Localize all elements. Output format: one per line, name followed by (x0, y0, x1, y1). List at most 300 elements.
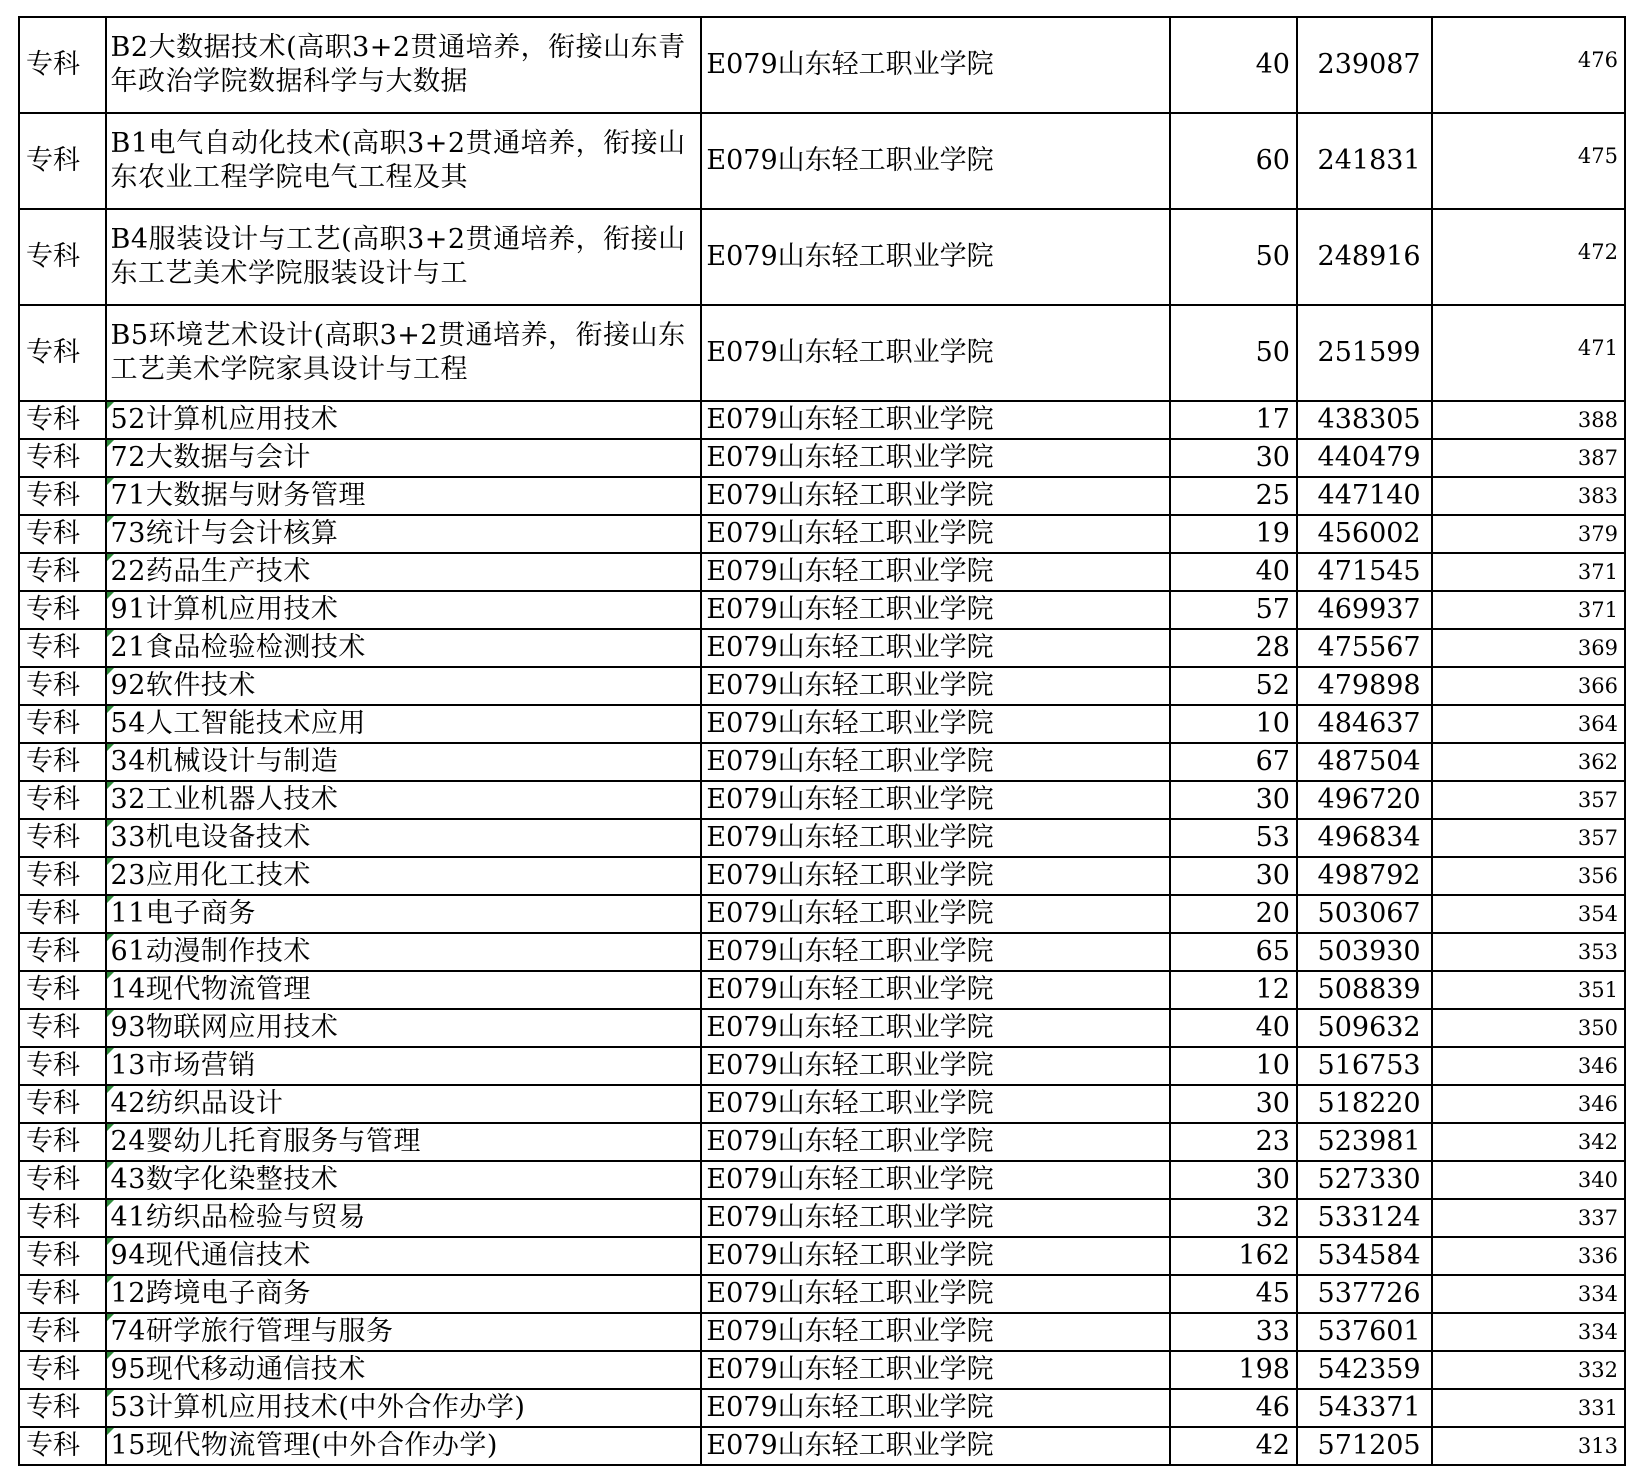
admission-table (18, 16, 1626, 1466)
score-cell[interactable] (1432, 439, 1625, 477)
plan-count-cell[interactable] (1170, 705, 1297, 743)
rank-cell[interactable] (1297, 17, 1432, 113)
major-cell-text: 92软件技术 (110, 670, 256, 701)
school-cell[interactable] (701, 895, 1170, 933)
score-cell-text: 346 (1577, 1092, 1618, 1116)
plan-count-cell[interactable] (1170, 629, 1297, 667)
rank-cell[interactable] (1297, 933, 1432, 971)
major-cell[interactable] (106, 1389, 702, 1427)
rank-cell[interactable] (1297, 971, 1432, 1009)
school-cell[interactable] (701, 1275, 1170, 1313)
plan-count-cell[interactable] (1170, 1275, 1297, 1313)
plan-count-cell[interactable] (1170, 553, 1297, 591)
plan-count-cell[interactable] (1170, 477, 1297, 515)
score-cell[interactable] (1432, 667, 1625, 705)
major-cell-text: 71大数据与财务管理 (110, 480, 366, 511)
major-cell-text: B1电气自动化技术(高职3+2贯通培养，衔接山东农业工程学院电气工程及其 (110, 128, 686, 193)
score-cell-text: 336 (1577, 1244, 1618, 1268)
major-cell[interactable] (106, 667, 702, 705)
rank-cell[interactable] (1297, 1313, 1432, 1351)
plan-count-cell-text: 40 (1255, 49, 1290, 80)
rank-cell[interactable] (1297, 209, 1432, 305)
level-cell[interactable] (19, 515, 106, 553)
plan-count-cell[interactable] (1170, 305, 1297, 401)
school-cell[interactable] (701, 209, 1170, 305)
major-cell[interactable] (106, 1009, 702, 1047)
score-cell-text: 350 (1577, 1016, 1618, 1040)
major-cell-text: 54人工智能技术应用 (110, 708, 366, 739)
score-cell-text: 379 (1577, 522, 1618, 546)
major-cell[interactable] (106, 401, 702, 439)
level-cell[interactable] (19, 705, 106, 743)
major-cell[interactable] (106, 439, 702, 477)
score-cell[interactable] (1432, 401, 1625, 439)
major-cell[interactable] (106, 305, 702, 401)
rank-cell[interactable] (1297, 1009, 1432, 1047)
level-cell[interactable] (19, 1199, 106, 1237)
major-cell-text: 61动漫制作技术 (110, 936, 311, 967)
text-number-warning-icon (107, 1276, 114, 1283)
plan-count-cell[interactable] (1170, 1237, 1297, 1275)
level-cell[interactable] (19, 113, 106, 209)
level-cell[interactable] (19, 553, 106, 591)
score-cell[interactable] (1432, 1389, 1625, 1427)
text-number-warning-icon (107, 440, 114, 447)
major-cell-text: 15现代物流管理(中外合作办学) (110, 1430, 498, 1461)
score-cell[interactable] (1432, 933, 1625, 971)
level-cell-text: 专科 (26, 746, 80, 777)
rank-cell[interactable] (1297, 305, 1432, 401)
rank-cell-text: 508839 (1317, 974, 1421, 1005)
text-number-warning-icon (107, 1238, 114, 1245)
level-cell-text: 专科 (26, 632, 80, 663)
rank-cell[interactable] (1297, 705, 1432, 743)
major-cell[interactable] (106, 1161, 702, 1199)
major-cell[interactable] (106, 1047, 702, 1085)
score-cell[interactable] (1432, 743, 1625, 781)
text-number-warning-icon (107, 1200, 114, 1207)
major-cell[interactable] (106, 1313, 702, 1351)
score-cell-text: 331 (1577, 1396, 1618, 1420)
score-cell[interactable] (1432, 17, 1625, 113)
score-cell[interactable] (1432, 781, 1625, 819)
level-cell-text: 专科 (26, 1012, 80, 1043)
level-cell-text: 专科 (26, 594, 80, 625)
score-cell[interactable] (1432, 1313, 1625, 1351)
plan-count-cell[interactable] (1170, 439, 1297, 477)
rank-cell[interactable] (1297, 113, 1432, 209)
major-cell[interactable] (106, 743, 702, 781)
major-cell-text: 34机械设计与制造 (110, 746, 339, 777)
score-cell-text: 351 (1577, 978, 1618, 1002)
rank-cell-text: 503067 (1317, 898, 1421, 929)
level-cell[interactable] (19, 895, 106, 933)
school-cell[interactable] (701, 933, 1170, 971)
level-cell[interactable] (19, 1237, 106, 1275)
major-cell-text: 91计算机应用技术 (110, 594, 339, 625)
major-cell-text: 32工业机器人技术 (110, 784, 339, 815)
table-row (19, 743, 1625, 781)
major-cell[interactable] (106, 1237, 702, 1275)
plan-count-cell[interactable] (1170, 209, 1297, 305)
school-cell[interactable] (701, 1161, 1170, 1199)
school-cell-text: E079山东轻工职业学院 (706, 49, 994, 80)
school-cell-text: E079山东轻工职业学院 (706, 784, 994, 815)
school-cell[interactable] (701, 1009, 1170, 1047)
plan-count-cell[interactable] (1170, 17, 1297, 113)
score-cell[interactable] (1432, 819, 1625, 857)
plan-count-cell[interactable] (1170, 1351, 1297, 1389)
plan-count-cell-text: 57 (1255, 594, 1290, 625)
level-cell[interactable] (19, 1389, 106, 1427)
plan-count-cell[interactable] (1170, 401, 1297, 439)
level-cell[interactable] (19, 1085, 106, 1123)
score-cell[interactable] (1432, 1351, 1625, 1389)
score-cell[interactable] (1432, 1237, 1625, 1275)
level-cell-text: 专科 (26, 241, 80, 272)
table-row (19, 1351, 1625, 1389)
level-cell[interactable] (19, 1009, 106, 1047)
major-cell[interactable] (106, 1199, 702, 1237)
major-cell[interactable] (106, 1351, 702, 1389)
level-cell[interactable] (19, 667, 106, 705)
plan-count-cell[interactable] (1170, 1199, 1297, 1237)
rank-cell[interactable] (1297, 1427, 1432, 1465)
level-cell[interactable] (19, 933, 106, 971)
rank-cell[interactable] (1297, 1161, 1432, 1199)
school-cell-text: E079山东轻工职业学院 (706, 241, 994, 272)
plan-count-cell[interactable] (1170, 971, 1297, 1009)
rank-cell[interactable] (1297, 819, 1432, 857)
score-cell-text: 334 (1577, 1282, 1618, 1306)
rank-cell-text: 523981 (1317, 1126, 1421, 1157)
school-cell-text: E079山东轻工职业学院 (706, 1164, 994, 1195)
school-cell[interactable] (701, 401, 1170, 439)
major-cell[interactable] (106, 553, 702, 591)
school-cell[interactable] (701, 515, 1170, 553)
score-cell-text: 357 (1577, 826, 1618, 850)
score-cell[interactable] (1432, 591, 1625, 629)
major-cell[interactable] (106, 1427, 702, 1465)
school-cell[interactable] (701, 1389, 1170, 1427)
plan-count-cell[interactable] (1170, 591, 1297, 629)
rank-cell[interactable] (1297, 1085, 1432, 1123)
table-row (19, 895, 1625, 933)
level-cell[interactable] (19, 305, 106, 401)
rank-cell-text: 456002 (1317, 518, 1421, 549)
level-cell-text: 专科 (26, 670, 80, 701)
plan-count-cell[interactable] (1170, 667, 1297, 705)
score-cell[interactable] (1432, 971, 1625, 1009)
plan-count-cell[interactable] (1170, 819, 1297, 857)
level-cell[interactable] (19, 1047, 106, 1085)
rank-cell[interactable] (1297, 1275, 1432, 1313)
score-cell[interactable] (1432, 1199, 1625, 1237)
school-cell-text: E079山东轻工职业学院 (706, 1240, 994, 1271)
rank-cell[interactable] (1297, 401, 1432, 439)
plan-count-cell[interactable] (1170, 113, 1297, 209)
score-cell[interactable] (1432, 1123, 1625, 1161)
school-cell-text: E079山东轻工职业学院 (706, 480, 994, 511)
rank-cell-text: 516753 (1317, 1050, 1421, 1081)
plan-count-cell-text: 52 (1255, 670, 1290, 701)
rank-cell[interactable] (1297, 781, 1432, 819)
school-cell[interactable] (701, 1199, 1170, 1237)
rank-cell[interactable] (1297, 667, 1432, 705)
level-cell[interactable] (19, 1161, 106, 1199)
rank-cell-text: 518220 (1317, 1088, 1421, 1119)
score-cell-text: 313 (1577, 1434, 1618, 1458)
table-row (19, 1123, 1625, 1161)
level-cell[interactable] (19, 1351, 106, 1389)
score-cell-text: 387 (1577, 446, 1618, 470)
level-cell[interactable] (19, 591, 106, 629)
rank-cell-text: 537601 (1317, 1316, 1421, 1347)
score-cell[interactable] (1432, 305, 1625, 401)
school-cell[interactable] (701, 591, 1170, 629)
major-cell[interactable] (106, 857, 702, 895)
table-row (19, 1085, 1625, 1123)
plan-count-cell-text: 40 (1255, 1012, 1290, 1043)
plan-count-cell[interactable] (1170, 857, 1297, 895)
rank-cell[interactable] (1297, 477, 1432, 515)
major-cell[interactable] (106, 781, 702, 819)
plan-count-cell[interactable] (1170, 1313, 1297, 1351)
school-cell[interactable] (701, 629, 1170, 667)
school-cell[interactable] (701, 305, 1170, 401)
score-cell-text: 371 (1577, 560, 1618, 584)
rank-cell[interactable] (1297, 895, 1432, 933)
school-cell[interactable] (701, 705, 1170, 743)
major-cell[interactable] (106, 933, 702, 971)
plan-count-cell[interactable] (1170, 933, 1297, 971)
school-cell[interactable] (701, 439, 1170, 477)
level-cell[interactable] (19, 1275, 106, 1313)
school-cell[interactable] (701, 971, 1170, 1009)
level-cell-text: 专科 (26, 556, 80, 587)
score-cell-text: 340 (1577, 1168, 1618, 1192)
plan-count-cell[interactable] (1170, 515, 1297, 553)
score-cell[interactable] (1432, 1427, 1625, 1465)
score-cell[interactable] (1432, 1009, 1625, 1047)
major-cell-text: 14现代物流管理 (110, 974, 311, 1005)
plan-count-cell[interactable] (1170, 1085, 1297, 1123)
text-number-warning-icon (107, 1048, 114, 1055)
major-cell[interactable] (106, 895, 702, 933)
school-cell[interactable] (701, 1237, 1170, 1275)
score-cell-text: 471 (1577, 336, 1618, 360)
level-cell[interactable] (19, 1123, 106, 1161)
level-cell[interactable] (19, 781, 106, 819)
school-cell[interactable] (701, 1427, 1170, 1465)
major-cell-text: 52计算机应用技术 (110, 404, 339, 435)
level-cell[interactable] (19, 209, 106, 305)
table-row (19, 401, 1625, 439)
school-cell[interactable] (701, 17, 1170, 113)
school-cell[interactable] (701, 113, 1170, 209)
school-cell[interactable] (701, 1123, 1170, 1161)
score-cell-text: 369 (1577, 636, 1618, 660)
rank-cell-text: 496834 (1317, 822, 1421, 853)
rank-cell-text: 509632 (1317, 1012, 1421, 1043)
text-number-warning-icon (107, 934, 114, 941)
table-row (19, 1275, 1625, 1313)
school-cell[interactable] (701, 857, 1170, 895)
level-cell[interactable] (19, 1313, 106, 1351)
level-cell-text: 专科 (26, 404, 80, 435)
school-cell-text: E079山东轻工职业学院 (706, 936, 994, 967)
rank-cell[interactable] (1297, 439, 1432, 477)
level-cell[interactable] (19, 857, 106, 895)
level-cell[interactable] (19, 819, 106, 857)
level-cell[interactable] (19, 743, 106, 781)
text-number-warning-icon (107, 1428, 114, 1435)
plan-count-cell[interactable] (1170, 895, 1297, 933)
rank-cell-text: 438305 (1317, 404, 1421, 435)
score-cell[interactable] (1432, 705, 1625, 743)
level-cell[interactable] (19, 1427, 106, 1465)
rank-cell-text: 496720 (1317, 784, 1421, 815)
level-cell-text: 专科 (26, 822, 80, 853)
major-cell[interactable] (106, 209, 702, 305)
score-cell[interactable] (1432, 113, 1625, 209)
score-cell[interactable] (1432, 629, 1625, 667)
rank-cell-text: 251599 (1317, 337, 1421, 368)
school-cell-text: E079山东轻工职业学院 (706, 860, 994, 891)
plan-count-cell[interactable] (1170, 781, 1297, 819)
school-cell[interactable] (701, 1085, 1170, 1123)
school-cell[interactable] (701, 1047, 1170, 1085)
score-cell[interactable] (1432, 515, 1625, 553)
rank-cell[interactable] (1297, 1389, 1432, 1427)
major-cell[interactable] (106, 1275, 702, 1313)
plan-count-cell[interactable] (1170, 1123, 1297, 1161)
major-cell[interactable] (106, 1123, 702, 1161)
major-cell[interactable] (106, 17, 702, 113)
score-cell[interactable] (1432, 477, 1625, 515)
plan-count-cell-text: 50 (1255, 241, 1290, 272)
plan-count-cell[interactable] (1170, 1389, 1297, 1427)
major-cell[interactable] (106, 1085, 702, 1123)
rank-cell[interactable] (1297, 1351, 1432, 1389)
school-cell[interactable] (701, 1351, 1170, 1389)
table-row (19, 1427, 1625, 1465)
level-cell[interactable] (19, 477, 106, 515)
score-cell[interactable] (1432, 857, 1625, 895)
school-cell-text: E079山东轻工职业学院 (706, 337, 994, 368)
plan-count-cell-text: 19 (1255, 518, 1290, 549)
text-number-warning-icon (107, 402, 114, 409)
plan-count-cell[interactable] (1170, 743, 1297, 781)
table-row (19, 591, 1625, 629)
text-number-warning-icon (107, 592, 114, 599)
rank-cell[interactable] (1297, 1199, 1432, 1237)
score-cell[interactable] (1432, 1047, 1625, 1085)
level-cell-text: 专科 (26, 936, 80, 967)
level-cell[interactable] (19, 439, 106, 477)
text-number-warning-icon (107, 972, 114, 979)
table-row (19, 439, 1625, 477)
plan-count-cell[interactable] (1170, 1047, 1297, 1085)
table-row (19, 515, 1625, 553)
score-cell[interactable] (1432, 1275, 1625, 1313)
rank-cell[interactable] (1297, 1123, 1432, 1161)
level-cell[interactable] (19, 971, 106, 1009)
plan-count-cell[interactable] (1170, 1161, 1297, 1199)
rank-cell-text: 503930 (1317, 936, 1421, 967)
plan-count-cell[interactable] (1170, 1009, 1297, 1047)
major-cell[interactable] (106, 819, 702, 857)
major-cell[interactable] (106, 515, 702, 553)
major-cell[interactable] (106, 113, 702, 209)
school-cell[interactable] (701, 743, 1170, 781)
school-cell-text: E079山东轻工职业学院 (706, 1278, 994, 1309)
rank-cell[interactable] (1297, 515, 1432, 553)
score-cell-text: 346 (1577, 1054, 1618, 1078)
school-cell[interactable] (701, 1313, 1170, 1351)
rank-cell[interactable] (1297, 591, 1432, 629)
major-cell-text: 43数字化染整技术 (110, 1164, 339, 1195)
plan-count-cell-text: 23 (1255, 1126, 1290, 1157)
school-cell-text: E079山东轻工职业学院 (706, 556, 994, 587)
plan-count-cell-text: 65 (1255, 936, 1290, 967)
major-cell[interactable] (106, 477, 702, 515)
major-cell[interactable] (106, 971, 702, 1009)
score-cell[interactable] (1432, 1161, 1625, 1199)
score-cell[interactable] (1432, 1085, 1625, 1123)
rank-cell[interactable] (1297, 743, 1432, 781)
school-cell[interactable] (701, 477, 1170, 515)
rank-cell[interactable] (1297, 553, 1432, 591)
major-cell-text: 13市场营销 (110, 1050, 256, 1081)
rank-cell[interactable] (1297, 1047, 1432, 1085)
school-cell[interactable] (701, 781, 1170, 819)
major-cell[interactable] (106, 629, 702, 667)
level-cell[interactable] (19, 17, 106, 113)
level-cell[interactable] (19, 629, 106, 667)
level-cell[interactable] (19, 401, 106, 439)
table-row (19, 1009, 1625, 1047)
major-cell[interactable] (106, 705, 702, 743)
table-row (19, 933, 1625, 971)
rank-cell-text: 248916 (1317, 241, 1421, 272)
rank-cell[interactable] (1297, 1237, 1432, 1275)
plan-count-cell[interactable] (1170, 1427, 1297, 1465)
score-cell[interactable] (1432, 209, 1625, 305)
major-cell[interactable] (106, 591, 702, 629)
school-cell[interactable] (701, 553, 1170, 591)
school-cell[interactable] (701, 667, 1170, 705)
score-cell[interactable] (1432, 553, 1625, 591)
major-cell-text: 73统计与会计核算 (110, 518, 339, 549)
rank-cell[interactable] (1297, 857, 1432, 895)
rank-cell-text: 537726 (1317, 1278, 1421, 1309)
school-cell-text: E079山东轻工职业学院 (706, 442, 994, 473)
rank-cell-text: 534584 (1317, 1240, 1421, 1271)
text-number-warning-icon (107, 896, 114, 903)
major-cell-text: 33机电设备技术 (110, 822, 311, 853)
school-cell-text: E079山东轻工职业学院 (706, 670, 994, 701)
rank-cell[interactable] (1297, 629, 1432, 667)
rank-cell-text: 239087 (1317, 49, 1421, 80)
score-cell-text: 366 (1577, 674, 1618, 698)
plan-count-cell-text: 198 (1238, 1354, 1290, 1385)
score-cell[interactable] (1432, 895, 1625, 933)
plan-count-cell-text: 33 (1255, 1316, 1290, 1347)
level-cell-text: 专科 (26, 1126, 80, 1157)
plan-count-cell-text: 40 (1255, 556, 1290, 587)
school-cell[interactable] (701, 819, 1170, 857)
